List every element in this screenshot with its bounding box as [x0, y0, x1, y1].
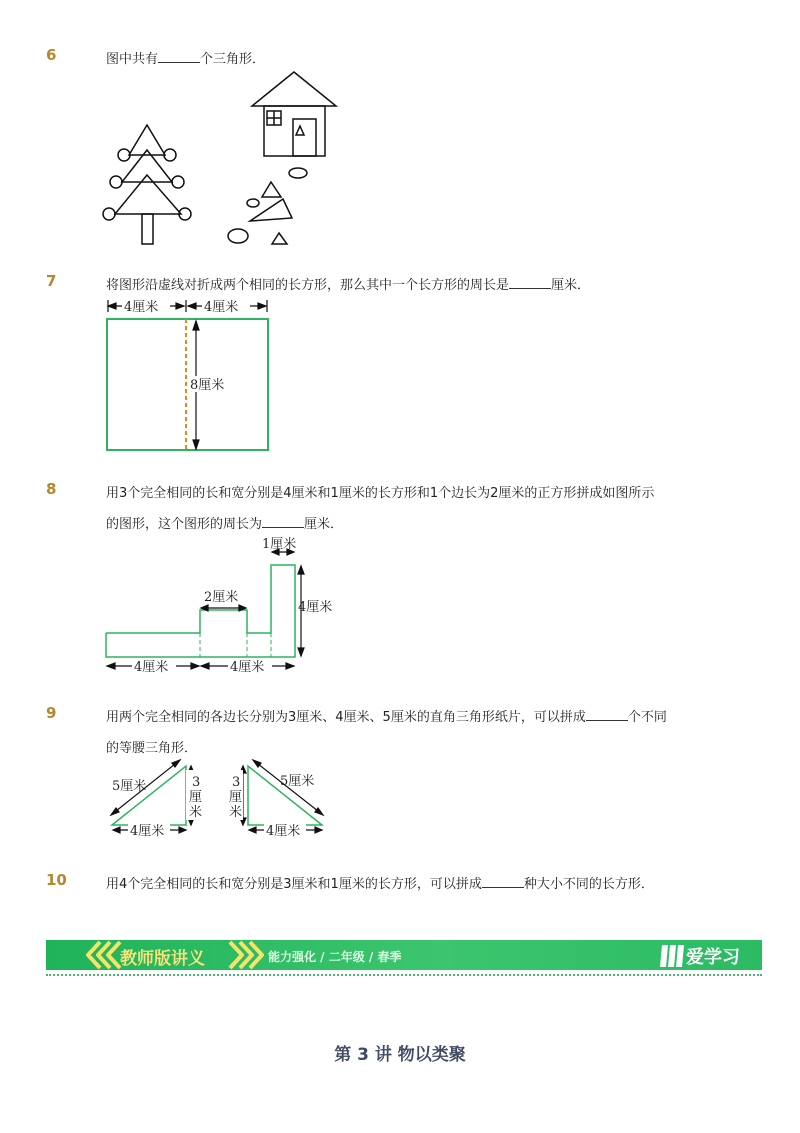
q9-text-before: 用两个完全相同的各边长分别为3厘米、4厘米、5厘米的直角三角形纸片，可以拼成: [106, 710, 586, 725]
q7-text-after: 厘米．: [551, 278, 591, 293]
q7-text-before: 将图形沿虚线对折成两个相同的长方形，那么其中一个长方形的周长是: [106, 278, 510, 293]
q9-label-base-right: 4厘米: [266, 824, 301, 839]
q9-label-leg-right-c: 米: [229, 805, 243, 820]
q8-label-top: 1厘米: [262, 537, 297, 552]
q9-label-hyp-right: 5厘米: [280, 774, 315, 789]
q7-label-top-right: 4厘米: [204, 300, 239, 315]
banner-dotted-divider: [46, 974, 762, 976]
q8-label-bottom-left: 4厘米: [134, 660, 169, 675]
footer-banner: [46, 938, 762, 972]
q9-label-leg-left-c: 米: [189, 805, 203, 820]
question-number-6: 6: [46, 46, 57, 64]
question-number-10: 10: [46, 871, 67, 889]
banner-chevrons-right-icon: [222, 940, 272, 970]
q8-label-right: 4厘米: [298, 600, 333, 615]
q9-label-hyp-left: 5厘米: [112, 779, 147, 794]
q6-text-before: 图中共有: [106, 52, 159, 67]
q9-label-leg-left: 3: [192, 775, 201, 790]
question-9-line2: 的等腰三角形．: [106, 741, 198, 756]
q6-text-after: 个三角形．: [200, 52, 266, 67]
q9-label-leg-right: 3: [232, 775, 241, 790]
q7-label-height: 8厘米: [190, 378, 225, 393]
q9-triangle-left: [112, 766, 186, 825]
q8-text-before: 的图形，这个图形的周长为: [106, 517, 263, 532]
lecture-title: 第 3 讲 物以类聚: [334, 1045, 466, 1065]
question-10-text: [106, 873, 654, 892]
q8-label-bottom-right: 4厘米: [230, 660, 265, 675]
question-number-7: 7: [46, 272, 57, 290]
question-8-line1: 用3个完全相同的长和宽分别是4厘米和1厘米的长方形和1个边长为2厘米的正方形拼成如图所示: [106, 486, 655, 501]
question-number-8: 8: [46, 480, 57, 498]
q9-label-leg-right-b: 厘: [229, 790, 243, 805]
q9-text-after: 个不同: [627, 710, 667, 725]
q7-label-top-left: 4厘米: [124, 300, 159, 315]
brand-logo-text: 爱学习: [686, 947, 740, 968]
banner-title: 教师版讲义: [120, 949, 205, 969]
q10-text-after: 种大小不同的长方形．: [523, 877, 654, 892]
q9-label-base-left: 4厘米: [130, 824, 165, 839]
q9-label-leg-left-b: 厘: [189, 790, 203, 805]
q8-text-after: 厘米．: [304, 517, 344, 532]
question-number-9: 9: [46, 704, 57, 722]
q8-label-mid: 2厘米: [204, 590, 239, 605]
banner-subtitle: 能力强化 / 二年级 / 春季: [268, 950, 402, 964]
q10-answer-blank[interactable]: [482, 875, 524, 888]
q10-text-before: 用4个完全相同的长和宽分别是3厘米和1厘米的长方形，可以拼成: [106, 877, 482, 892]
